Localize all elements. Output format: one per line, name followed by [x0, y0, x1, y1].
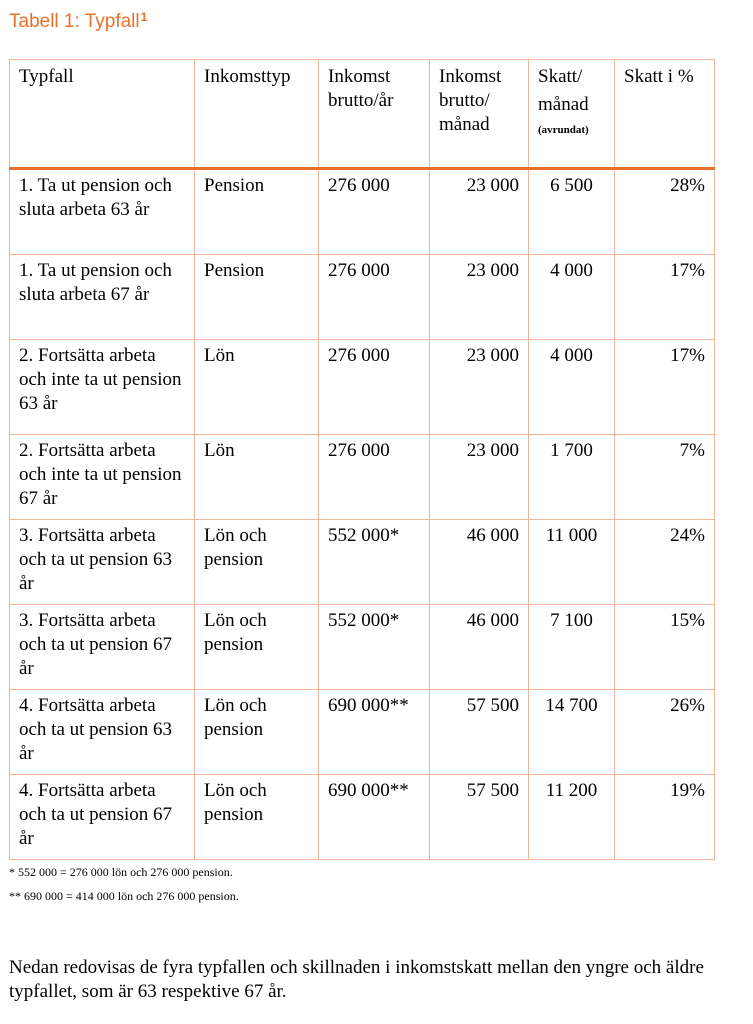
cell-inkomsttyp: Lön och pension	[195, 605, 319, 690]
cell-inkomsttyp: Lön och pension	[195, 690, 319, 775]
header-inkomst-brutto-ar: Inkomst brutto/år	[319, 60, 430, 169]
cell-skatt-procent: 28%	[615, 169, 715, 255]
cell-brutto-ar: 276 000	[319, 340, 430, 435]
table-row	[10, 605, 715, 690]
body-paragraph: Nedan redovisas de fyra typfallen och skillnaden i inkomstskatt mellan den yngre och äldre typfallet, som är 63 respektive 67 år.	[9, 957, 704, 1002]
table-row	[10, 255, 715, 340]
cell-skatt-manad: 11 200	[529, 775, 615, 860]
cell-brutto-ar: 690 000**	[319, 775, 430, 860]
footnote-2: ** 690 000 = 414 000 lön och 276 000 pension.	[9, 889, 239, 903]
header-skatt-manad-line1: Skatt/	[538, 66, 583, 87]
typfall-table	[9, 59, 715, 860]
table-row	[10, 340, 715, 435]
table-header-row	[10, 60, 715, 169]
cell-skatt-procent: 7%	[615, 435, 715, 520]
cell-brutto-manad: 23 000	[430, 435, 529, 520]
header-typfall: Typfall	[10, 60, 195, 169]
cell-inkomsttyp: Lön	[195, 435, 319, 520]
cell-typfall: 1. Ta ut pension och sluta arbeta 67 år	[10, 255, 195, 340]
cell-brutto-manad: 23 000	[430, 340, 529, 435]
table-row	[10, 775, 715, 860]
cell-typfall: 4. Fortsätta arbeta och ta ut pension 67 år	[10, 775, 195, 860]
cell-skatt-procent: 17%	[615, 255, 715, 340]
table-row	[10, 690, 715, 775]
header-inkomsttyp: Inkomsttyp	[195, 60, 319, 169]
cell-skatt-manad: 11 000	[529, 520, 615, 605]
table-row	[10, 435, 715, 520]
header-skatt-manad-line2: månad	[538, 94, 589, 115]
cell-typfall: 1. Ta ut pension och sluta arbeta 63 år	[10, 169, 195, 255]
cell-typfall: 4. Fortsätta arbeta och ta ut pension 63 år	[10, 690, 195, 775]
cell-brutto-manad: 57 500	[430, 690, 529, 775]
footnote-1: * 552 000 = 276 000 lön och 276 000 pension.	[9, 865, 233, 879]
cell-typfall: 2. Fortsätta arbeta och inte ta ut pension 63 år	[10, 340, 195, 435]
header-inkomst-brutto-manad: Inkomst brutto/ månad	[430, 60, 529, 169]
cell-inkomsttyp: Lön och pension	[195, 520, 319, 605]
cell-inkomsttyp: Lön och pension	[195, 775, 319, 860]
cell-typfall: 3. Fortsätta arbeta och ta ut pension 63 år	[10, 520, 195, 605]
cell-skatt-manad: 7 100	[529, 605, 615, 690]
cell-skatt-procent: 26%	[615, 690, 715, 775]
cell-brutto-manad: 46 000	[430, 520, 529, 605]
cell-brutto-manad: 23 000	[430, 255, 529, 340]
cell-typfall: 3. Fortsätta arbeta och ta ut pension 67 år	[10, 605, 195, 690]
cell-brutto-ar: 690 000**	[319, 690, 430, 775]
cell-brutto-ar: 552 000*	[319, 520, 430, 605]
header-skatt-manad-note: (avrundat)	[538, 124, 589, 136]
cell-inkomsttyp: Pension	[195, 255, 319, 340]
table-row	[10, 520, 715, 605]
cell-skatt-procent: 19%	[615, 775, 715, 860]
cell-inkomsttyp: Pension	[195, 169, 319, 255]
cell-brutto-manad: 57 500	[430, 775, 529, 860]
cell-typfall: 2. Fortsätta arbeta och inte ta ut pension 67 år	[10, 435, 195, 520]
cell-skatt-procent: 24%	[615, 520, 715, 605]
cell-brutto-ar: 276 000	[319, 255, 430, 340]
cell-skatt-manad: 1 700	[529, 435, 615, 520]
cell-brutto-ar: 276 000	[319, 169, 430, 255]
header-skatt-procent: Skatt i %	[615, 60, 715, 169]
cell-brutto-manad: 46 000	[430, 605, 529, 690]
cell-skatt-procent: 15%	[615, 605, 715, 690]
cell-skatt-manad: 6 500	[529, 169, 615, 255]
table-title: Tabell 1: Typfall$^1$	[9, 10, 148, 32]
header-skatt-manad	[529, 60, 615, 169]
cell-brutto-manad: 23 000	[430, 169, 529, 255]
cell-skatt-manad: 14 700	[529, 690, 615, 775]
cell-skatt-manad: 4 000	[529, 255, 615, 340]
footnote-mark: 1	[140, 10, 148, 24]
cell-skatt-procent: 17%	[615, 340, 715, 435]
cell-brutto-ar: 552 000*	[319, 605, 430, 690]
table-row	[10, 169, 715, 255]
cell-skatt-manad: 4 000	[529, 340, 615, 435]
cell-inkomsttyp: Lön	[195, 340, 319, 435]
cell-brutto-ar: 276 000	[319, 435, 430, 520]
